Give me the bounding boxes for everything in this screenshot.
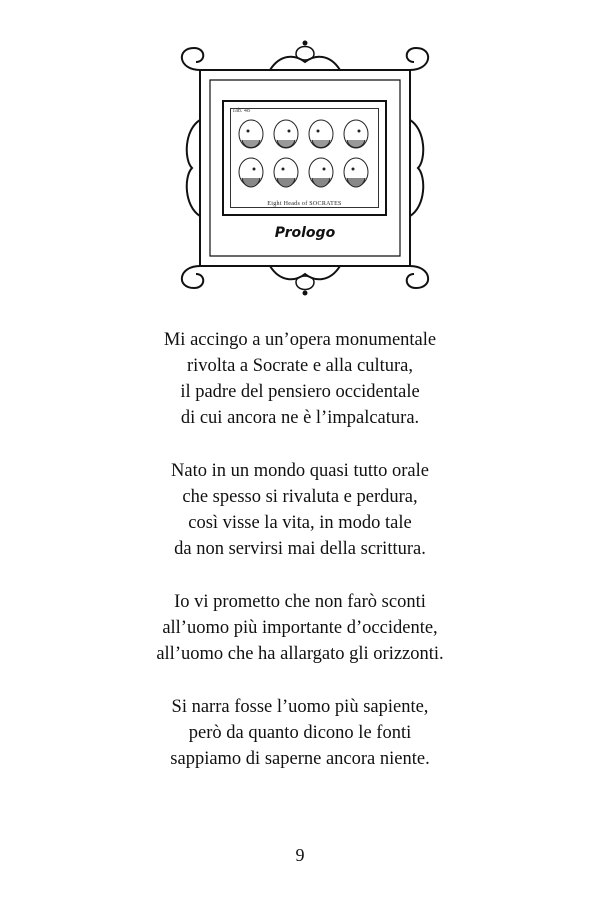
poem-line: sappiamo di saperne ancora niente. xyxy=(170,749,430,769)
poem xyxy=(0,327,600,799)
plate-caption: Eight Heads of SOCRATES xyxy=(267,201,342,207)
head-6 xyxy=(274,158,298,187)
poem-line: così visse la vita, in modo tale xyxy=(188,513,412,533)
head-1 xyxy=(239,120,263,148)
stanza xyxy=(0,458,600,562)
poem-line: il padre del pensiero occidentale xyxy=(180,382,420,402)
plate-number: Tab. 48 xyxy=(232,108,250,114)
poem-line: Si narra fosse l’uomo più sapiente, xyxy=(171,697,429,717)
head-7 xyxy=(309,158,333,187)
head-4 xyxy=(344,120,368,148)
socrates-heads-illustration xyxy=(234,116,374,196)
poem-line: Mi accingo a un’opera monumentale xyxy=(163,330,437,350)
illustration-plate xyxy=(222,100,387,216)
chapter-title: Prologo xyxy=(274,225,336,241)
poem-line: di cui ancora ne è l’impalcatura. xyxy=(180,408,420,428)
head-3 xyxy=(309,120,333,148)
poem-line: da non servirsi mai della scrittura. xyxy=(174,539,426,559)
page-number: 9 xyxy=(295,845,305,865)
poem-line: che spesso si rivaluta e perdura, xyxy=(182,487,418,507)
stanza xyxy=(0,589,600,667)
head-5 xyxy=(239,158,263,187)
head-2 xyxy=(274,120,298,148)
poem-line: all’uomo più importante d’occidente, xyxy=(162,618,438,638)
poem-line: rivolta a Socrate e alla cultura, xyxy=(186,356,413,376)
poem-line: però da quanto dicono le fonti xyxy=(188,723,412,743)
poem-line: Io vi prometto che non farò sconti xyxy=(174,592,426,612)
poem-line: all’uomo che ha allargato gli orizzonti. xyxy=(156,644,444,664)
stanza xyxy=(0,327,600,431)
stanza xyxy=(0,694,600,772)
poem-line: Nato in un mondo quasi tutto orale xyxy=(171,461,429,481)
head-8 xyxy=(344,158,368,187)
